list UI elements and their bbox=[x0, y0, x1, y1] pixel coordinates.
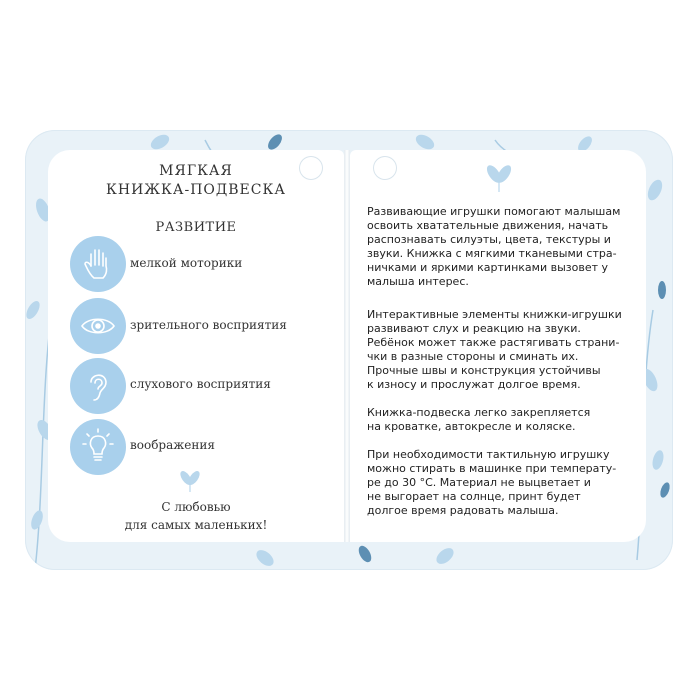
paragraph-text: Интерактивные элементы книжки-игрушки развивают слух и реакцию на звуки. Ребёнок может также растягивать страни- чки в разные стороны и сминать их. Прочные швы и конструкция устойчивы к износу и прослужат долгое время. bbox=[367, 308, 622, 391]
page-title-line1: МЯГКАЯ bbox=[159, 163, 233, 179]
description-paragraph-4 bbox=[367, 448, 657, 518]
feature-circle-hand bbox=[70, 236, 126, 292]
section-title: РАЗВИТИЕ bbox=[155, 220, 237, 235]
paragraph-text: Книжка-подвеска легко закрепляется на кроватке, автокресле и коляске. bbox=[367, 406, 591, 433]
hand-icon bbox=[70, 236, 126, 292]
feature-label-vision: зрительного восприятия bbox=[130, 318, 287, 332]
footer-line1: С любовью bbox=[161, 500, 231, 514]
leaf-ornament-right bbox=[482, 160, 516, 194]
feature-label-imagination: воображения bbox=[130, 438, 215, 452]
feature-circle-lightbulb bbox=[70, 419, 126, 475]
description-paragraph-2 bbox=[367, 308, 657, 392]
feature-label-motor: мелкой моторики bbox=[130, 256, 243, 270]
ear-icon bbox=[70, 358, 126, 414]
lightbulb-icon bbox=[70, 419, 126, 475]
paragraph-text: При необходимости тактильную игрушку можно стирать в машинке при температу- ре до 30 °С. Материал не выцветает и не выгорает на солнце, принт будет долгое время радовать малыша. bbox=[367, 448, 617, 517]
feature-circle-eye bbox=[70, 298, 126, 354]
hanging-hole-right bbox=[374, 157, 396, 179]
feature-circle-ear bbox=[70, 358, 126, 414]
feature-label-hearing: слухового восприятия bbox=[130, 377, 271, 391]
leaf-ornament-left bbox=[176, 466, 204, 494]
footer-line2: для самых маленьких! bbox=[124, 518, 268, 532]
description-paragraph-3 bbox=[367, 406, 657, 434]
book-spine bbox=[344, 150, 350, 542]
paragraph-text: Развивающие игрушки помогают малышам освоить хватательные движения, начать распознавать силуэты, цвета, текстуры и звуки. Книжка с мягкими тканевыми стра- ничками и яркими картинками вызовет у малыша интерес. bbox=[367, 205, 621, 288]
eye-icon bbox=[70, 298, 126, 354]
page-title-line2: КНИЖКА-ПОДВЕСКА bbox=[106, 182, 286, 198]
description-paragraph-1 bbox=[367, 205, 657, 289]
